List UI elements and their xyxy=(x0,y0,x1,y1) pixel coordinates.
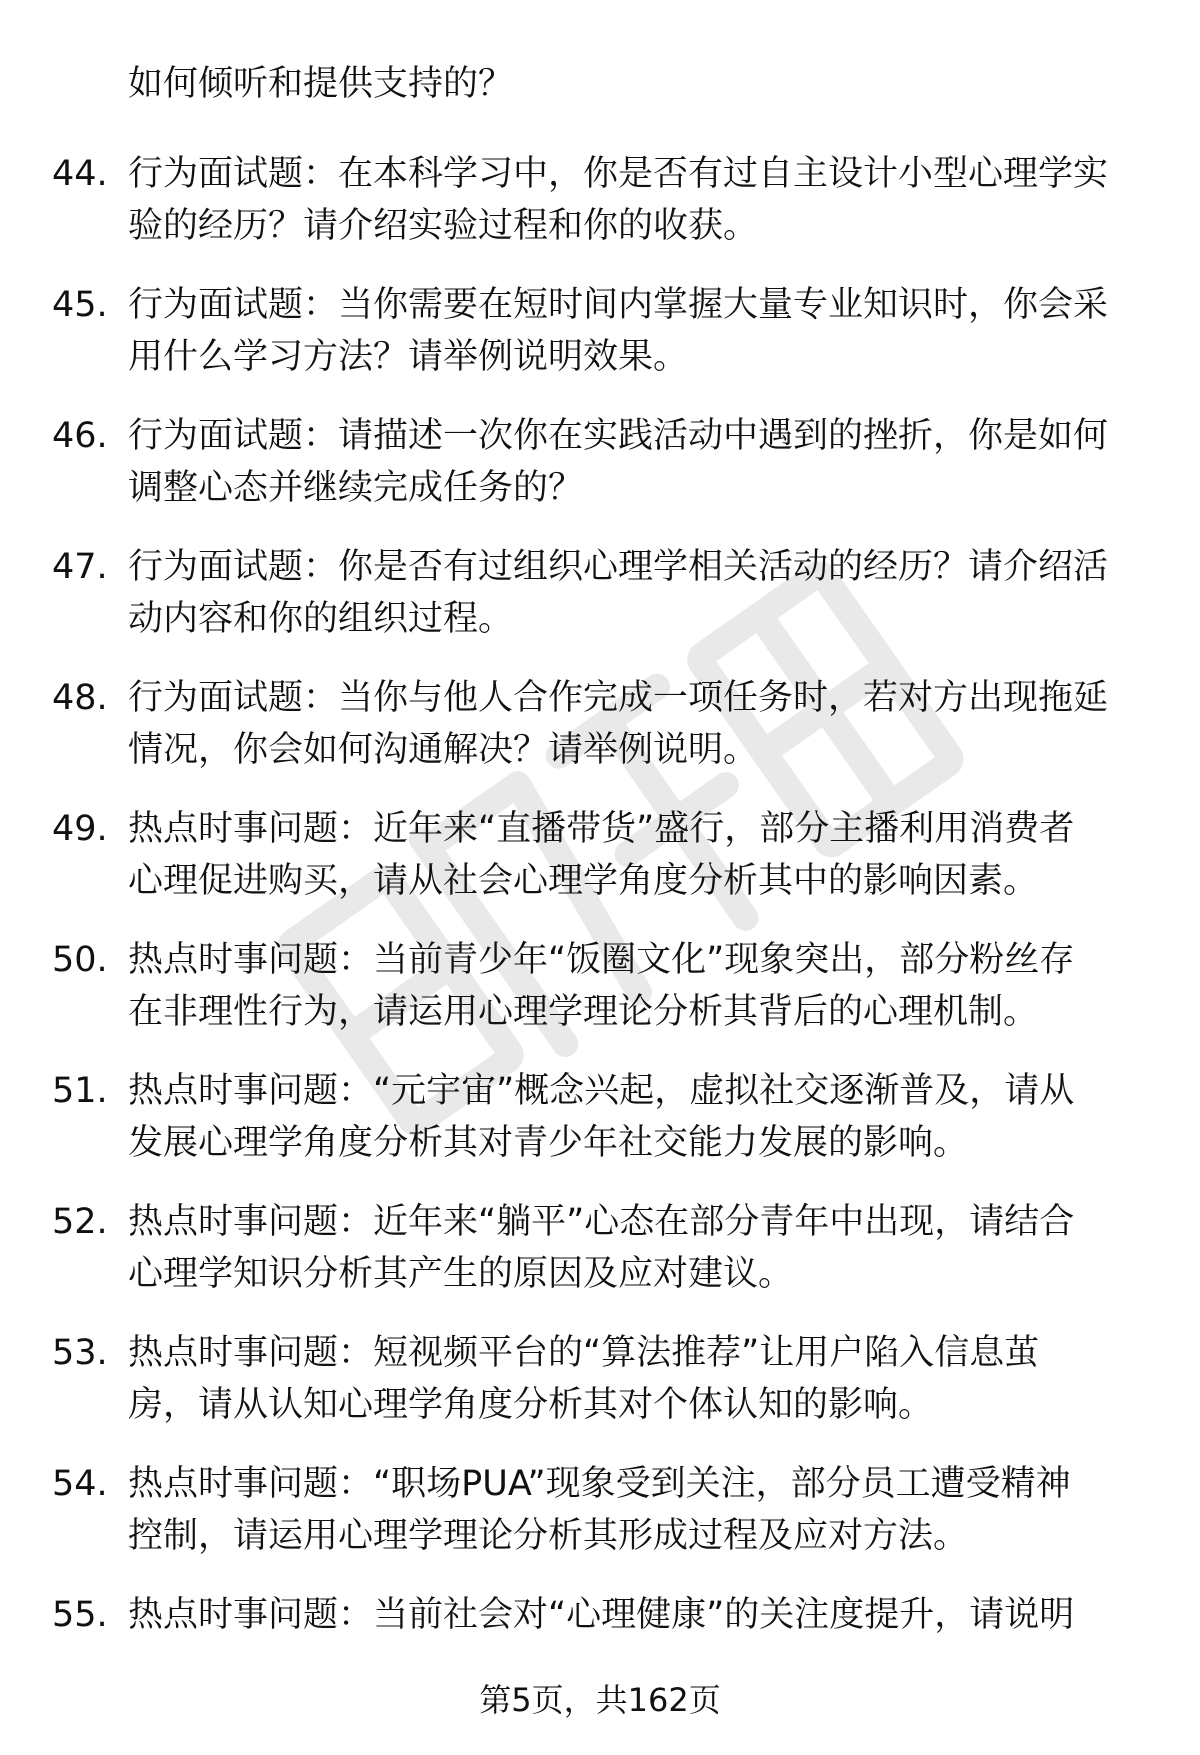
question-text xyxy=(128,410,1138,514)
question-line: 心理促进购买，请从社会心理学角度分析其中的影响因素。 xyxy=(128,861,1039,901)
question-text xyxy=(128,672,1138,776)
question-number: 55. xyxy=(52,1595,108,1635)
question-text xyxy=(128,803,1138,907)
question-line: 控制，请运用心理学理论分析其形成过程及应对方法。 xyxy=(128,1516,969,1556)
question-line: 行为面试题：在本科学习中，你是否有过自主设计小型心理学实 xyxy=(128,154,1109,194)
question-text xyxy=(128,1327,1138,1431)
question-line: 热点时事问题：短视频平台的“算法推荐”让用户陷入信息茧 xyxy=(128,1333,1040,1373)
question-line: 热点时事问题：近年来“躺平”心态在部分青年中出现，请结合 xyxy=(128,1202,1075,1242)
question-text xyxy=(128,541,1138,645)
question-line: 房，请从认知心理学角度分析其对个体认知的影响。 xyxy=(128,1385,934,1425)
question-number: 53. xyxy=(52,1333,108,1373)
question-number: 48. xyxy=(52,678,108,718)
question-item xyxy=(0,1458,1200,1589)
question-item xyxy=(0,1196,1200,1327)
question-number: 49. xyxy=(52,809,108,849)
question-number: 51. xyxy=(52,1071,108,1111)
question-line: 行为面试题：你是否有过组织心理学相关活动的经历？请介绍活 xyxy=(128,547,1109,587)
question-text xyxy=(128,1196,1138,1300)
question-item xyxy=(0,803,1200,934)
question-number: 45. xyxy=(52,285,108,325)
question-item xyxy=(0,541,1200,672)
question-item xyxy=(0,279,1200,410)
question-text xyxy=(128,934,1138,1038)
question-line: 热点时事问题：当前社会对“心理健康”的关注度提升，请说明 xyxy=(128,1595,1075,1635)
question-line: 行为面试题：当你与他人合作完成一项任务时，若对方出现拖延 xyxy=(128,678,1109,718)
question-line: 行为面试题：请描述一次你在实践活动中遇到的挫折，你是如何 xyxy=(128,416,1109,456)
question-text xyxy=(128,1458,1138,1562)
continuation-text: 如何倾听和提供支持的？ xyxy=(128,64,514,104)
question-line: 发展心理学角度分析其对青少年社交能力发展的影响。 xyxy=(128,1123,969,1163)
question-text xyxy=(128,148,1138,252)
question-item xyxy=(0,1065,1200,1196)
question-number: 44. xyxy=(52,154,108,194)
question-text xyxy=(128,1589,1138,1641)
question-line: 动内容和你的组织过程。 xyxy=(128,599,514,639)
question-line: 行为面试题：当你需要在短时间内掌握大量专业知识时，你会采 xyxy=(128,285,1109,325)
question-text xyxy=(128,279,1138,383)
question-line: 调整心态并继续完成任务的？ xyxy=(128,468,584,508)
question-item xyxy=(0,410,1200,541)
question-line: 在非理性行为，请运用心理学理论分析其背后的心理机制。 xyxy=(128,992,1039,1032)
question-line: 用什么学习方法？请举例说明效果。 xyxy=(128,337,689,377)
question-number: 54. xyxy=(52,1464,108,1504)
question-line: 热点时事问题：近年来“直播带货”盛行，部分主播利用消费者 xyxy=(128,809,1075,849)
question-line: 情况，你会如何沟通解决？请举例说明。 xyxy=(128,730,759,770)
question-line: 热点时事问题：“元宇宙”概念兴起，虚拟社交逐渐普及，请从 xyxy=(128,1071,1075,1111)
question-item xyxy=(0,934,1200,1065)
question-text xyxy=(128,1065,1138,1169)
question-item xyxy=(0,1327,1200,1458)
question-line: 验的经历？请介绍实验过程和你的收获。 xyxy=(128,206,759,246)
question-line: 心理学知识分析其产生的原因及应对建议。 xyxy=(128,1254,794,1294)
question-number: 52. xyxy=(52,1202,108,1242)
question-number: 47. xyxy=(52,547,108,587)
question-number: 50. xyxy=(52,940,108,980)
question-line: 热点时事问题：“职场PUA”现象受到关注，部分员工遭受精神 xyxy=(128,1464,1071,1504)
question-number: 46. xyxy=(52,416,108,456)
page-footer: 第5页，共162页 xyxy=(479,1681,721,1719)
question-item xyxy=(0,148,1200,279)
question-item xyxy=(0,672,1200,803)
question-line: 热点时事问题：当前青少年“饭圈文化”现象突出，部分粉丝存 xyxy=(128,940,1075,980)
question-list xyxy=(0,148,1200,1720)
